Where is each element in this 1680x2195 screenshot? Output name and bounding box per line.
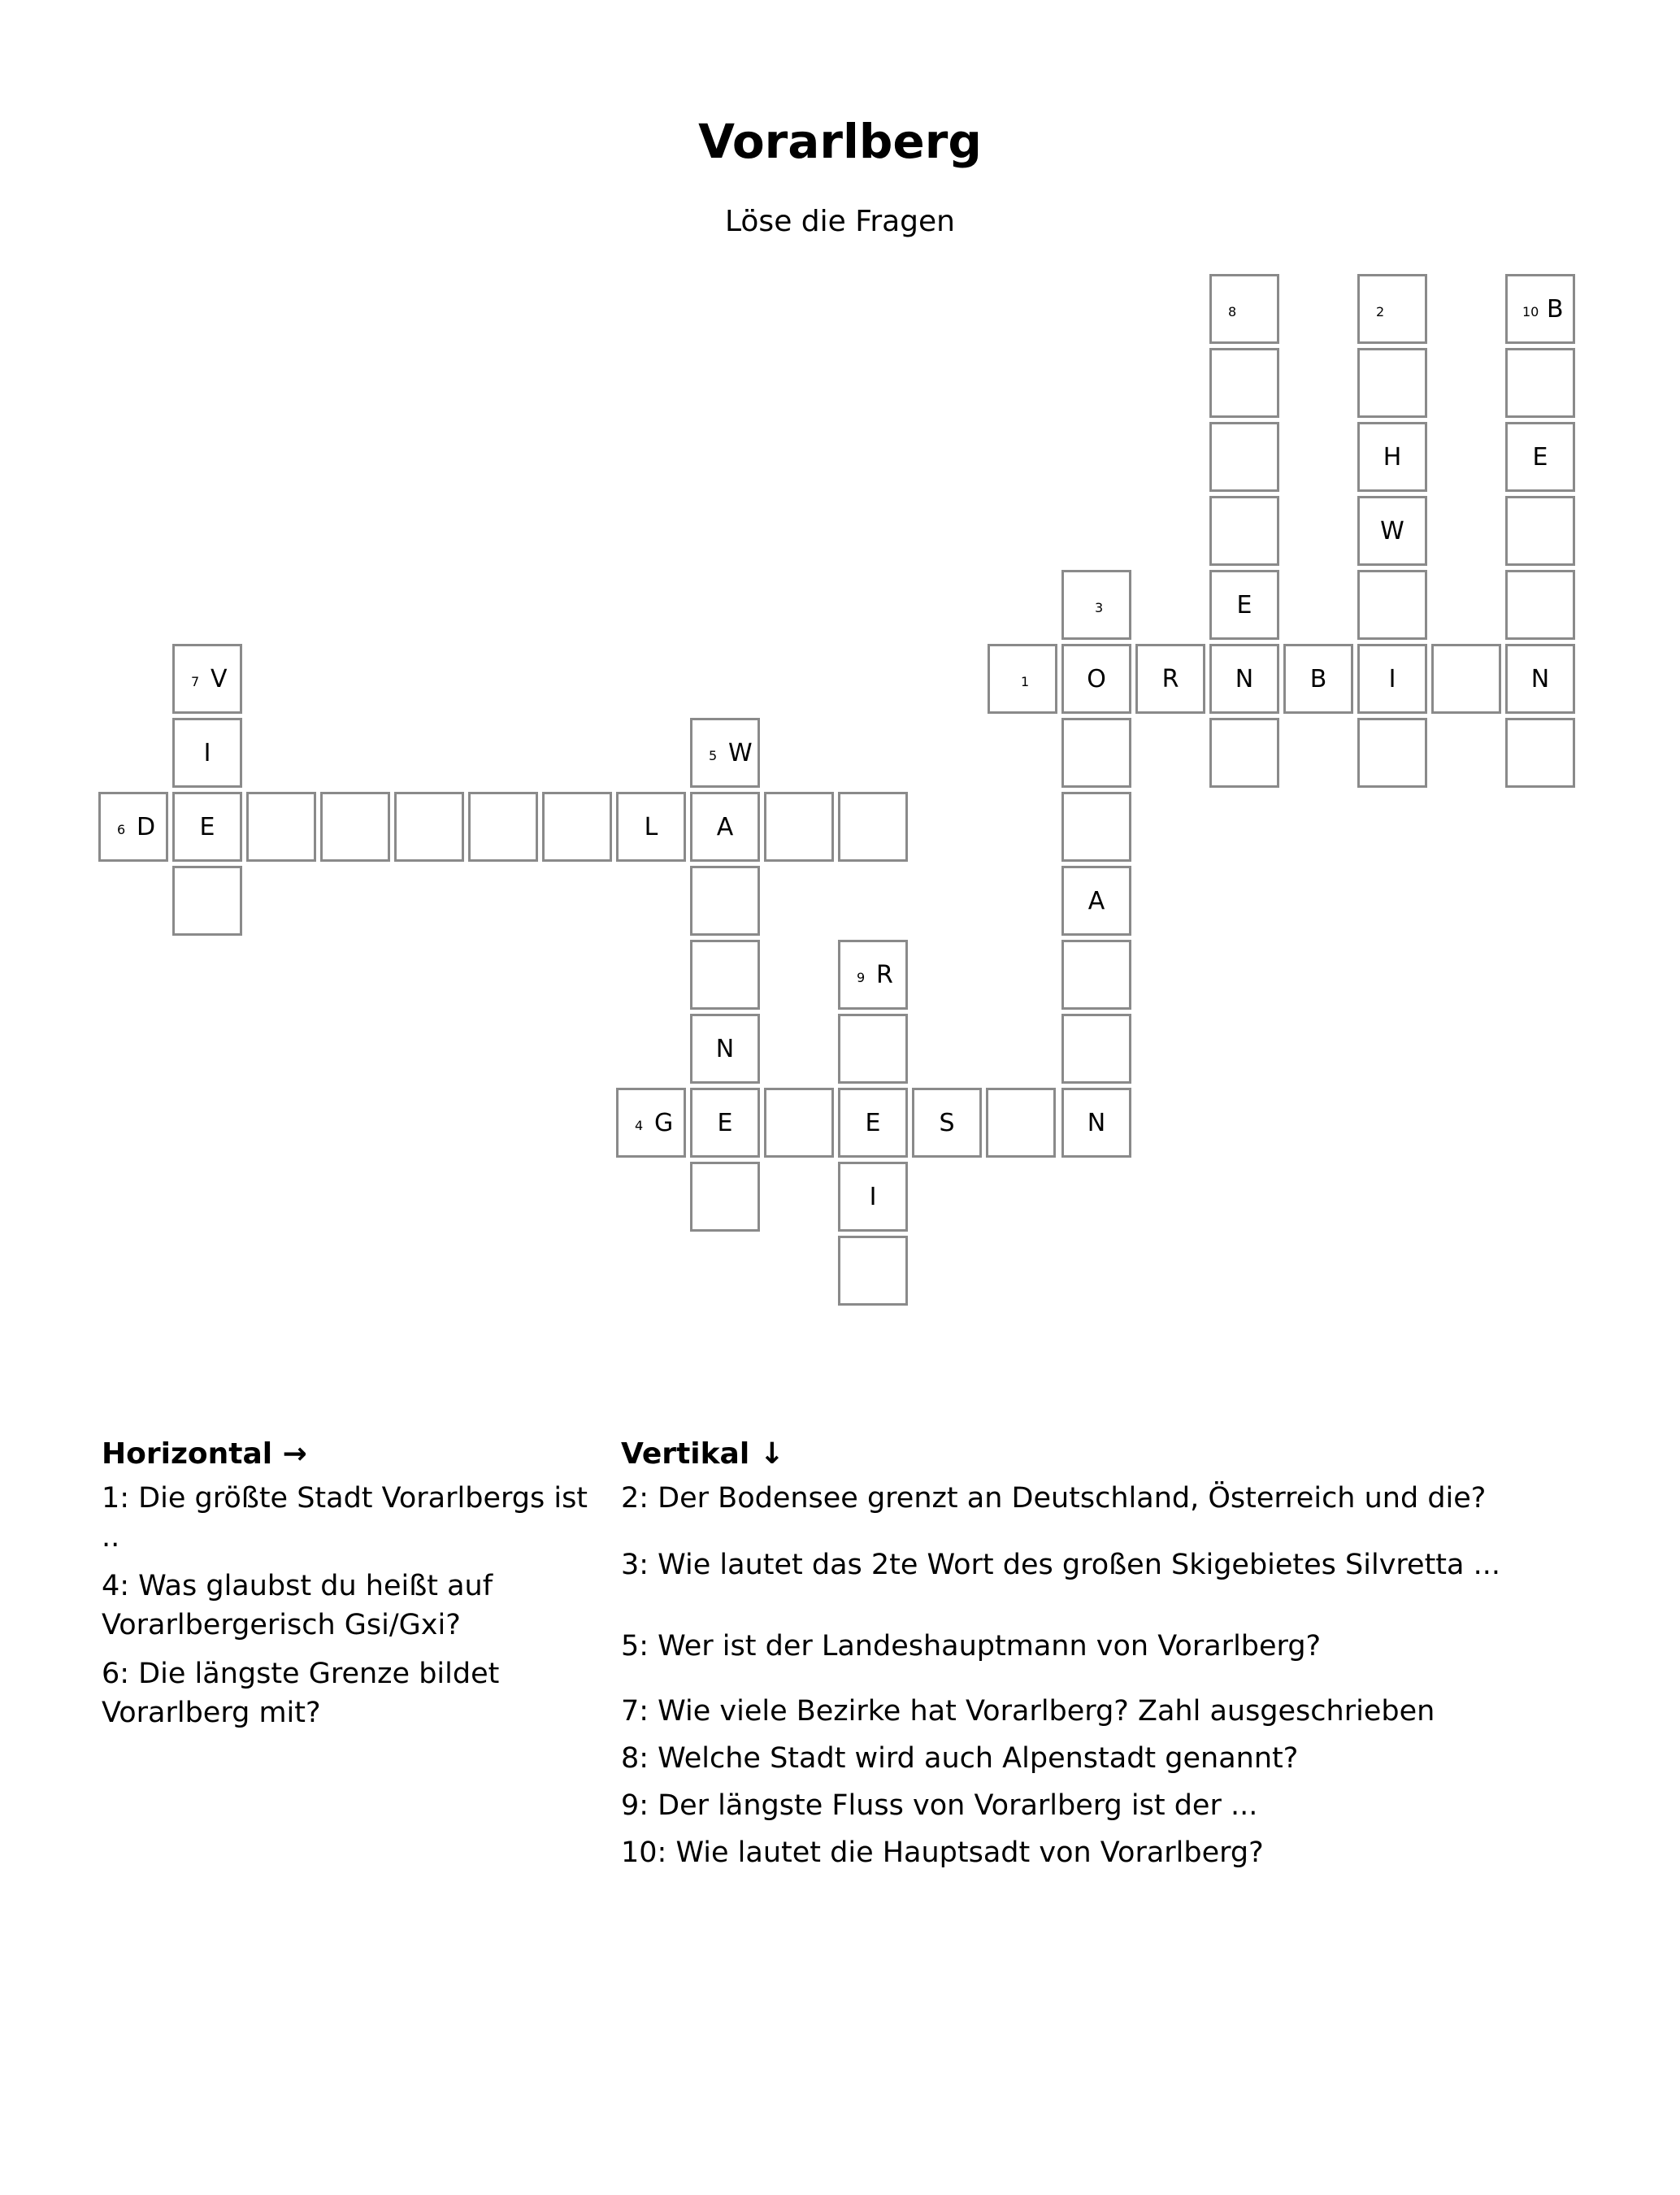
cell-letter: I xyxy=(1388,664,1396,693)
clue-down-2: 2: Der Bodensee grenzt an Deutschland, Österreich und die? xyxy=(621,1482,1487,1515)
crossword-cell[interactable] xyxy=(1209,718,1279,788)
cell-letter: R xyxy=(876,960,893,989)
clue-down-8: 8: Welche Stadt wird auch Alpenstadt genannt? xyxy=(621,1742,1299,1775)
cell-letter: I xyxy=(203,738,211,767)
crossword-cell[interactable] xyxy=(1061,1014,1131,1084)
across-clues xyxy=(102,1437,614,1732)
crossword-cell[interactable] xyxy=(1357,718,1427,788)
crossword-cell[interactable] xyxy=(690,940,760,1010)
crossword-cell[interactable] xyxy=(394,792,464,862)
crossword-cell[interactable] xyxy=(1209,644,1279,714)
crossword-cell-5[interactable] xyxy=(690,718,760,788)
crossword-cell[interactable] xyxy=(172,718,242,788)
crossword-cell[interactable] xyxy=(1505,644,1575,714)
crossword-cell[interactable] xyxy=(838,1088,908,1158)
crossword-cell[interactable] xyxy=(838,1236,908,1306)
page-subtitle: Löse die Fragen xyxy=(724,205,955,238)
cell-letter: A xyxy=(716,812,734,841)
cell-letter: E xyxy=(865,1108,881,1137)
down-heading: Vertikal ↓ xyxy=(621,1437,784,1471)
cell-letter: E xyxy=(1236,590,1252,619)
clue-number: 1 xyxy=(1021,674,1030,689)
crossword-cell[interactable] xyxy=(986,1088,1056,1158)
crossword-cell[interactable] xyxy=(1061,940,1131,1010)
crossword-cell[interactable] xyxy=(1209,348,1279,418)
clue-number: 10 xyxy=(1522,304,1539,319)
crossword-cell[interactable] xyxy=(838,1162,908,1232)
crossword-cell[interactable] xyxy=(1283,644,1353,714)
crossword-cell[interactable] xyxy=(616,792,686,862)
crossword-cell[interactable] xyxy=(690,792,760,862)
cell-letter: O xyxy=(1087,664,1106,693)
cell-letter: B xyxy=(1547,294,1564,324)
clue-across-1: 1: Die größte Stadt Vorarlbergs ist .. xyxy=(102,1482,588,1554)
crossword-cell[interactable] xyxy=(320,792,390,862)
cell-letter: S xyxy=(939,1108,955,1137)
cell-letter: N xyxy=(1235,664,1254,693)
crossword-cell[interactable] xyxy=(1061,718,1131,788)
cell-letter: I xyxy=(869,1182,877,1211)
crossword-cell[interactable] xyxy=(1505,496,1575,566)
clue-number: 3 xyxy=(1095,600,1104,615)
crossword-cell[interactable] xyxy=(1357,570,1427,640)
crossword-cell[interactable] xyxy=(246,792,316,862)
crossword-cell[interactable] xyxy=(690,866,760,936)
crossword-cell[interactable] xyxy=(1357,496,1427,566)
clue-number: 8 xyxy=(1228,304,1237,319)
cell-letter: B xyxy=(1309,664,1327,693)
crossword-cell-8[interactable] xyxy=(1209,274,1279,344)
crossword-cell[interactable] xyxy=(1431,644,1501,714)
cell-letter: E xyxy=(717,1108,733,1137)
clue-number: 7 xyxy=(191,674,200,689)
cell-letter: A xyxy=(1087,886,1105,915)
clue-down-7: 7: Wie viele Bezirke hat Vorarlberg? Zahl ausgeschrieben xyxy=(621,1695,1435,1728)
crossword-cell[interactable] xyxy=(1209,570,1279,640)
clue-down-9: 9: Der längste Fluss von Vorarlberg ist der ... xyxy=(621,1789,1258,1822)
crossword-cell[interactable] xyxy=(1505,348,1575,418)
crossword-cell[interactable] xyxy=(172,792,242,862)
crossword-cell[interactable] xyxy=(1209,496,1279,566)
cell-letter: E xyxy=(199,812,215,841)
clue-number: 5 xyxy=(709,748,718,763)
across-heading: Horizontal → xyxy=(102,1437,307,1471)
crossword-cell[interactable] xyxy=(1357,422,1427,492)
crossword-cell[interactable] xyxy=(1357,644,1427,714)
crossword-cell[interactable] xyxy=(172,866,242,936)
crossword-cell-9[interactable] xyxy=(838,940,908,1010)
crossword-cell-7[interactable] xyxy=(172,644,242,714)
crossword-cell[interactable] xyxy=(468,792,538,862)
cell-letter: L xyxy=(644,812,658,841)
crossword-cell-2[interactable] xyxy=(1357,274,1427,344)
cell-letter xyxy=(1360,276,1425,341)
crossword-cell[interactable] xyxy=(1357,348,1427,418)
crossword-cell-10[interactable] xyxy=(1505,274,1575,344)
cell-letter: W xyxy=(1380,516,1404,545)
crossword-cell[interactable] xyxy=(838,792,908,862)
crossword-cell[interactable] xyxy=(1061,792,1131,862)
clue-number: 2 xyxy=(1376,304,1385,319)
cell-letter: N xyxy=(715,1034,735,1063)
clue-number: 4 xyxy=(635,1118,644,1133)
cell-letter: G xyxy=(654,1108,674,1137)
cell-letter: H xyxy=(1383,442,1402,472)
crossword-cell[interactable] xyxy=(542,792,612,862)
crossword-cell[interactable] xyxy=(912,1088,982,1158)
cell-letter: D xyxy=(137,812,156,841)
crossword-cell[interactable] xyxy=(1061,1088,1131,1158)
crossword-cell[interactable] xyxy=(1209,422,1279,492)
crossword-cell[interactable] xyxy=(1135,644,1205,714)
crossword-cell[interactable] xyxy=(1505,718,1575,788)
clue-number: 6 xyxy=(117,822,126,837)
crossword-cell[interactable] xyxy=(764,792,834,862)
clue-number: 9 xyxy=(857,970,866,985)
cell-letter xyxy=(1212,276,1277,341)
cell-letter: V xyxy=(211,664,228,693)
page-title: Vorarlberg xyxy=(698,114,982,169)
crossword-cell-1[interactable] xyxy=(988,644,1057,714)
crossword-cell[interactable] xyxy=(1505,422,1575,492)
cell-letter: W xyxy=(728,738,753,767)
crossword-cell[interactable] xyxy=(690,1162,760,1232)
crossword-cell[interactable] xyxy=(690,1014,760,1084)
cell-letter: N xyxy=(1087,1108,1106,1137)
crossword-cell[interactable] xyxy=(1061,866,1131,936)
crossword-cell[interactable] xyxy=(764,1088,834,1158)
cell-letter: R xyxy=(1161,664,1179,693)
clue-across-6: 6: Die längste Grenze bildet Vorarlberg mit? xyxy=(102,1658,500,1729)
crossword-cell[interactable] xyxy=(690,1088,760,1158)
cell-letter: E xyxy=(1532,442,1548,472)
clue-down-3: 3: Wie lautet das 2te Wort des großen Skigebietes Silvretta ... xyxy=(621,1549,1500,1581)
crossword-cell[interactable] xyxy=(1061,644,1131,714)
crossword-cell[interactable] xyxy=(1505,570,1575,640)
clue-across-4: 4: Was glaubst du heißt auf Vorarlbergerisch Gsi/Gxi? xyxy=(102,1570,493,1641)
crossword-cell-3[interactable] xyxy=(1061,570,1131,640)
crossword-cell-4[interactable] xyxy=(616,1088,686,1158)
crossword-cell-6[interactable] xyxy=(98,792,168,862)
clue-down-5: 5: Wer ist der Landeshauptmann von Vorarlberg? xyxy=(621,1630,1322,1663)
crossword-cell[interactable] xyxy=(838,1014,908,1084)
down-clues xyxy=(621,1437,1596,1872)
clue-down-10: 10: Wie lautet die Hauptsadt von Vorarlberg? xyxy=(621,1836,1264,1869)
cell-letter: N xyxy=(1530,664,1550,693)
